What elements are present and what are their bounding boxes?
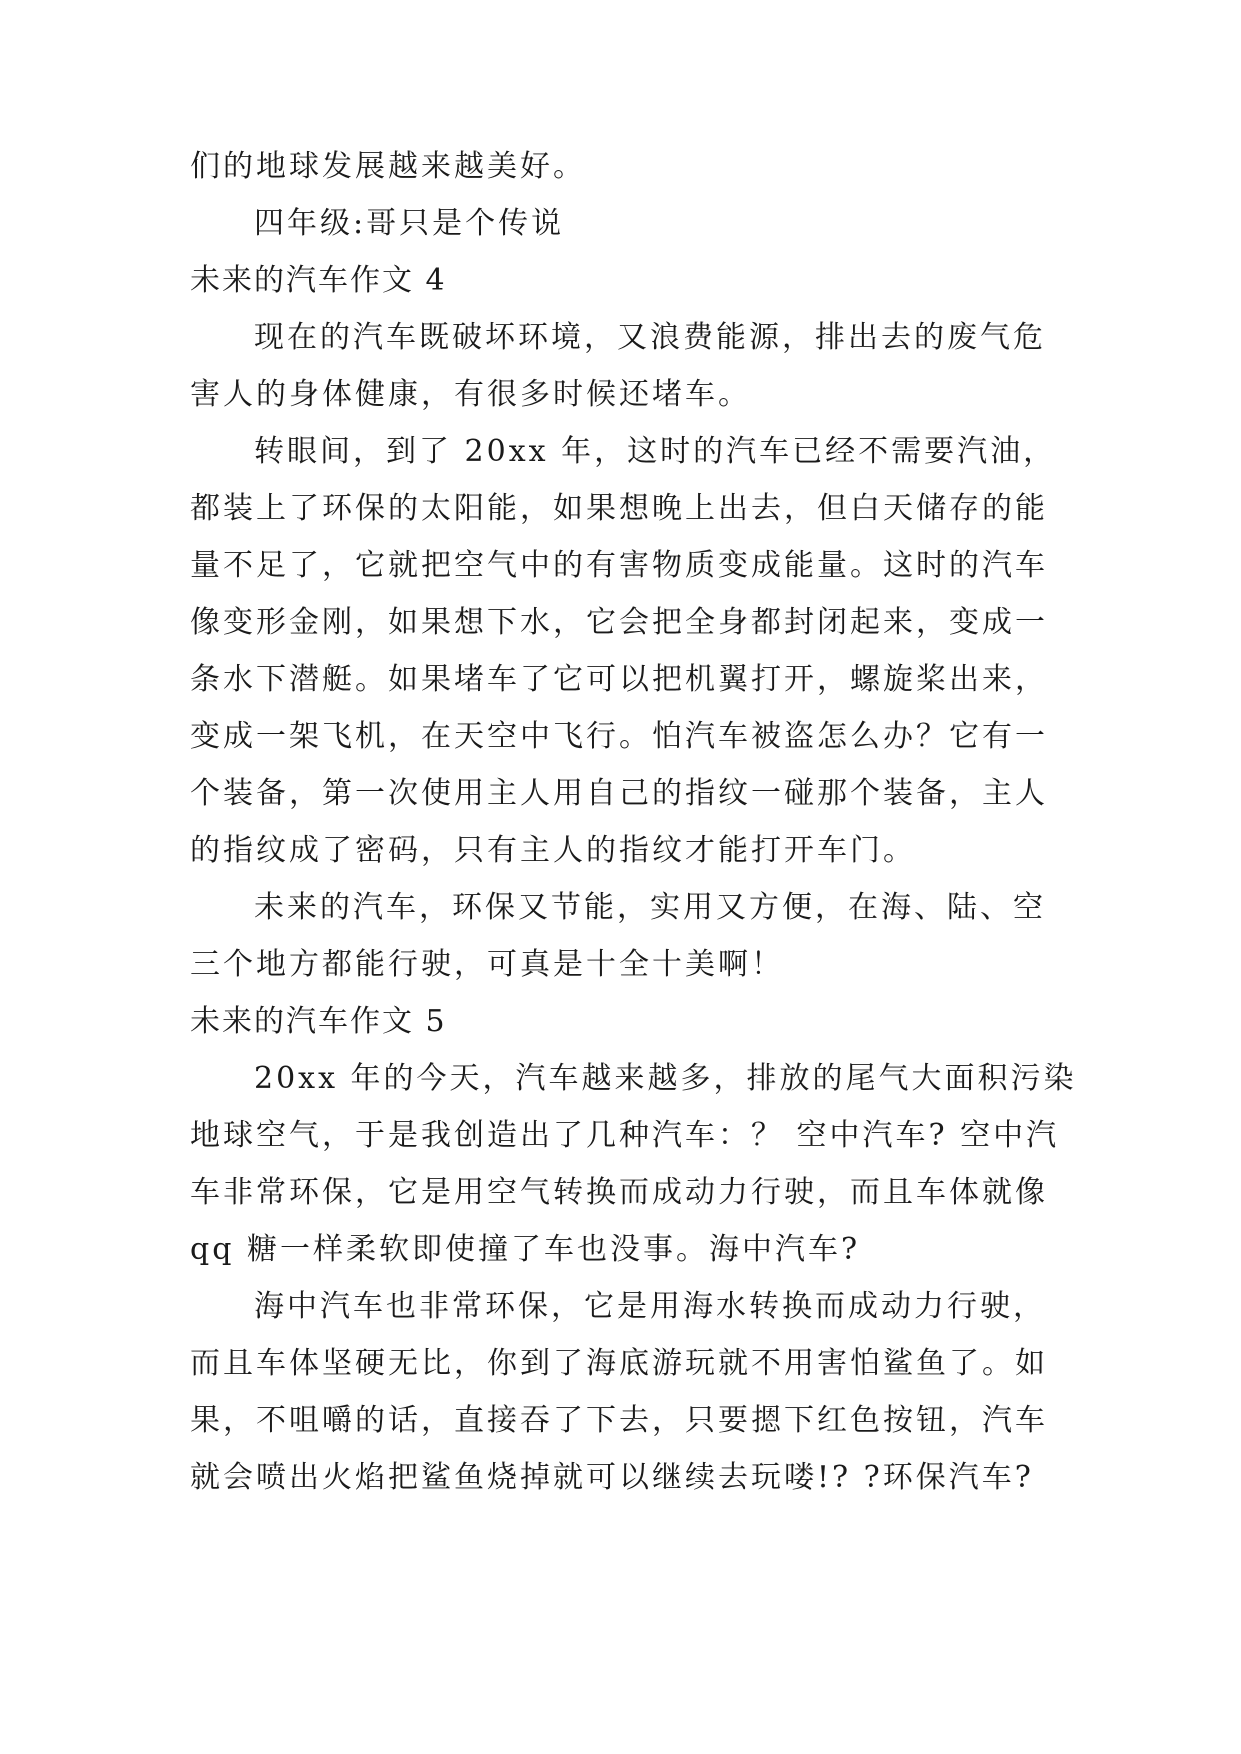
section-heading: 未来的汽车作文 4	[190, 263, 447, 298]
text-line: 都装上了环保的太阳能，如果想晚上出去，但白天储存的能	[190, 491, 1048, 526]
text-line: 的指纹成了密码，只有主人的指纹才能打开车门。	[190, 833, 916, 868]
text-line: 转眼间，到了 20xx 年，这时的汽车已经不需要汽油，	[254, 434, 1057, 469]
text-line: qq 糖一样柔软即使撞了车也没事。海中汽车?	[190, 1232, 861, 1267]
text-line: 而且车体坚硬无比，你到了海底游玩就不用害怕鲨鱼了。如	[190, 1346, 1048, 1381]
text-line: 就会喷出火焰把鲨鱼烧掉就可以继续去玩喽!? ?环保汽车?	[190, 1460, 1034, 1495]
text-line: 地球空气，于是我创造出了几种汽车：？ 空中汽车? 空中汽	[190, 1118, 1060, 1153]
text-line: 车非常环保，它是用空气转换而成动力行驶，而且车体就像	[190, 1175, 1048, 1210]
text-line: 个装备，第一次使用主人用自己的指纹一碰那个装备，主人	[190, 776, 1048, 811]
text-line: 果，不咀嚼的话，直接吞了下去，只要摁下红色按钮，汽车	[190, 1403, 1048, 1438]
text-line: 20xx 年的今天，汽车越来越多，排放的尾气大面积污染	[254, 1061, 1077, 1096]
text-line: 三个地方都能行驶，可真是十全十美啊！	[190, 947, 784, 982]
text-line: 变成一架飞机，在天空中飞行。怕汽车被盗怎么办？它有一	[190, 719, 1048, 754]
text-line: 们的地球发展越来越美好。	[190, 149, 586, 184]
author-line: 四年级:哥只是个传说	[254, 206, 565, 241]
text-line: 害人的身体健康，有很多时候还堵车。	[190, 377, 751, 412]
text-line: 条水下潜艇。如果堵车了它可以把机翼打开，螺旋桨出来，	[190, 662, 1048, 697]
text-line: 现在的汽车既破坏环境，又浪费能源，排出去的废气危	[254, 320, 1046, 355]
section-heading: 未来的汽车作文 5	[190, 1004, 447, 1039]
text-line: 未来的汽车，环保又节能，实用又方便，在海、陆、空	[254, 890, 1046, 925]
text-line: 海中汽车也非常环保，它是用海水转换而成动力行驶，	[254, 1289, 1046, 1324]
text-line: 量不足了，它就把空气中的有害物质变成能量。这时的汽车	[190, 548, 1048, 583]
text-line: 像变形金刚，如果想下水，它会把全身都封闭起来，变成一	[190, 605, 1048, 640]
